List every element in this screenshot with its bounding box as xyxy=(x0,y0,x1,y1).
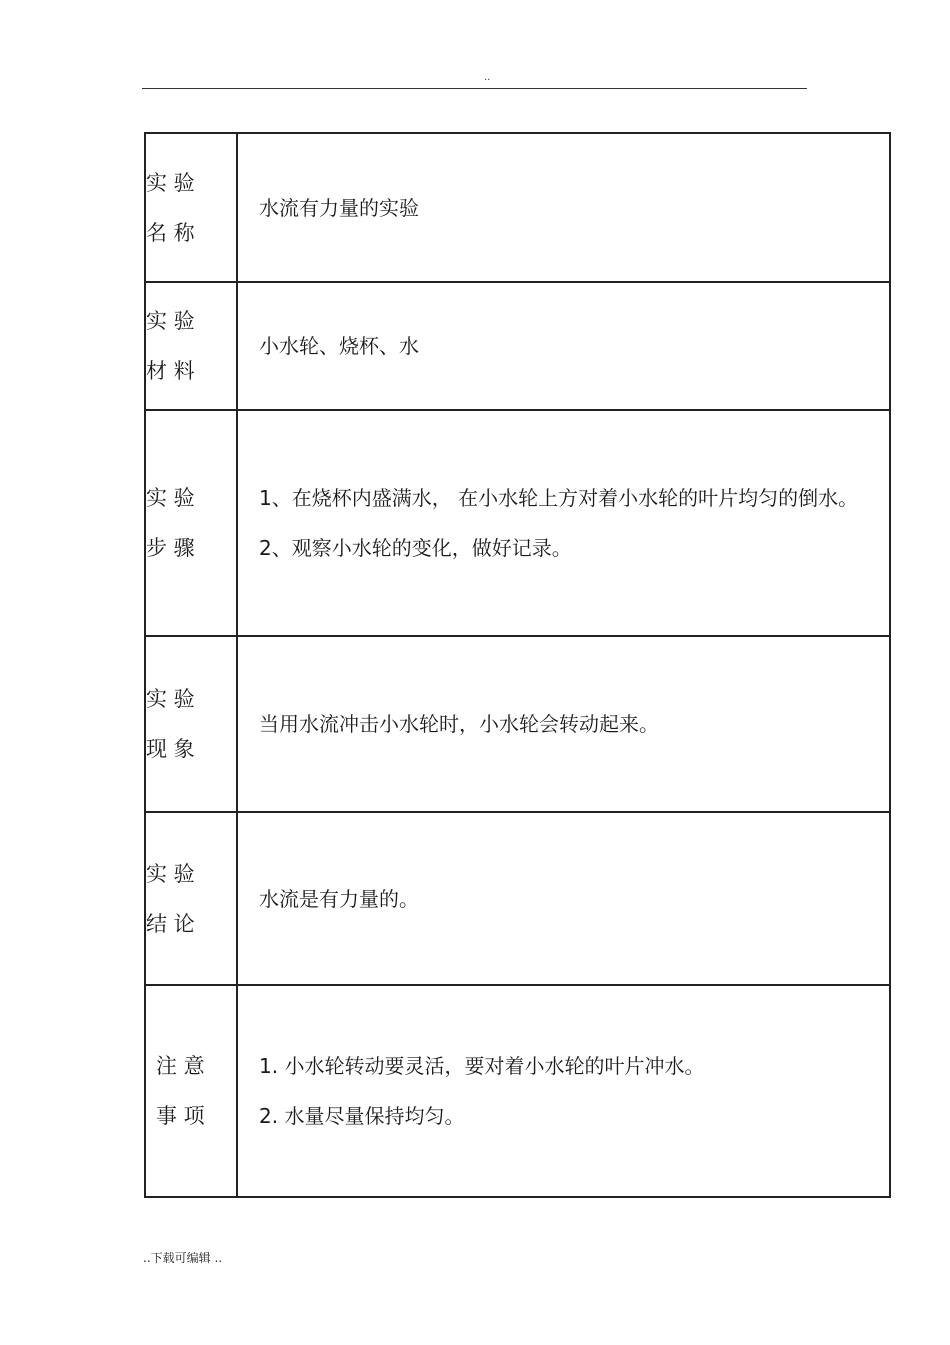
experiment-record-table xyxy=(144,132,891,1198)
label-line: 名 称 xyxy=(146,220,195,245)
content-line: 当用水流冲击小水轮时，小水轮会转动起来。 xyxy=(259,712,659,736)
table-row-name xyxy=(145,133,890,282)
content-cell xyxy=(237,410,890,636)
label-line: 实 验 xyxy=(146,486,195,510)
label-cell xyxy=(145,812,237,985)
content-cell xyxy=(237,812,890,985)
content-cell xyxy=(237,282,890,410)
header-rule xyxy=(142,88,807,89)
label-line: 实 验 xyxy=(146,687,195,711)
label-line: 事 项 xyxy=(156,1104,205,1128)
content-line: 小水轮、烧杯、水 xyxy=(259,334,419,358)
content-cell xyxy=(237,985,890,1197)
label-line: 材 料 xyxy=(146,359,195,383)
table-row-materials xyxy=(145,282,890,410)
content-line: 1. 小水轮转动要灵活，要对着小水轮的叶片冲水。 xyxy=(259,1054,705,1078)
label-line: 实 验 xyxy=(146,170,195,195)
label-line: 注 意 xyxy=(156,1054,205,1078)
label-cell xyxy=(145,410,237,636)
label-line: 步 骤 xyxy=(146,536,195,560)
header-mark: .. xyxy=(484,72,491,83)
label-line: 实 验 xyxy=(146,309,195,333)
content-line: 水流有力量的实验 xyxy=(259,195,419,220)
label-line: 实 验 xyxy=(146,861,195,886)
label-cell xyxy=(145,636,237,812)
label-cell xyxy=(145,282,237,410)
label-line: 结 论 xyxy=(146,911,195,936)
label-cell xyxy=(145,985,237,1197)
content-cell xyxy=(237,133,890,282)
table-row-steps xyxy=(145,410,890,636)
content-cell xyxy=(237,636,890,812)
table-row-notes xyxy=(145,985,890,1197)
label-line: 现 象 xyxy=(146,737,195,761)
page-footer: ..下载可编辑 .. xyxy=(143,1251,223,1265)
content-line: 水流是有力量的。 xyxy=(259,886,419,911)
table-row-conclusion xyxy=(145,812,890,985)
label-cell xyxy=(145,133,237,282)
table-row-phenomenon xyxy=(145,636,890,812)
content-line: 2、观察小水轮的变化，做好记录。 xyxy=(259,536,572,560)
content-line: 2. 水量尽量保持均匀。 xyxy=(259,1104,465,1128)
content-line: 1、在烧杯内盛满水， 在小水轮上方对着小水轮的叶片均匀的倒水。 xyxy=(259,486,859,510)
